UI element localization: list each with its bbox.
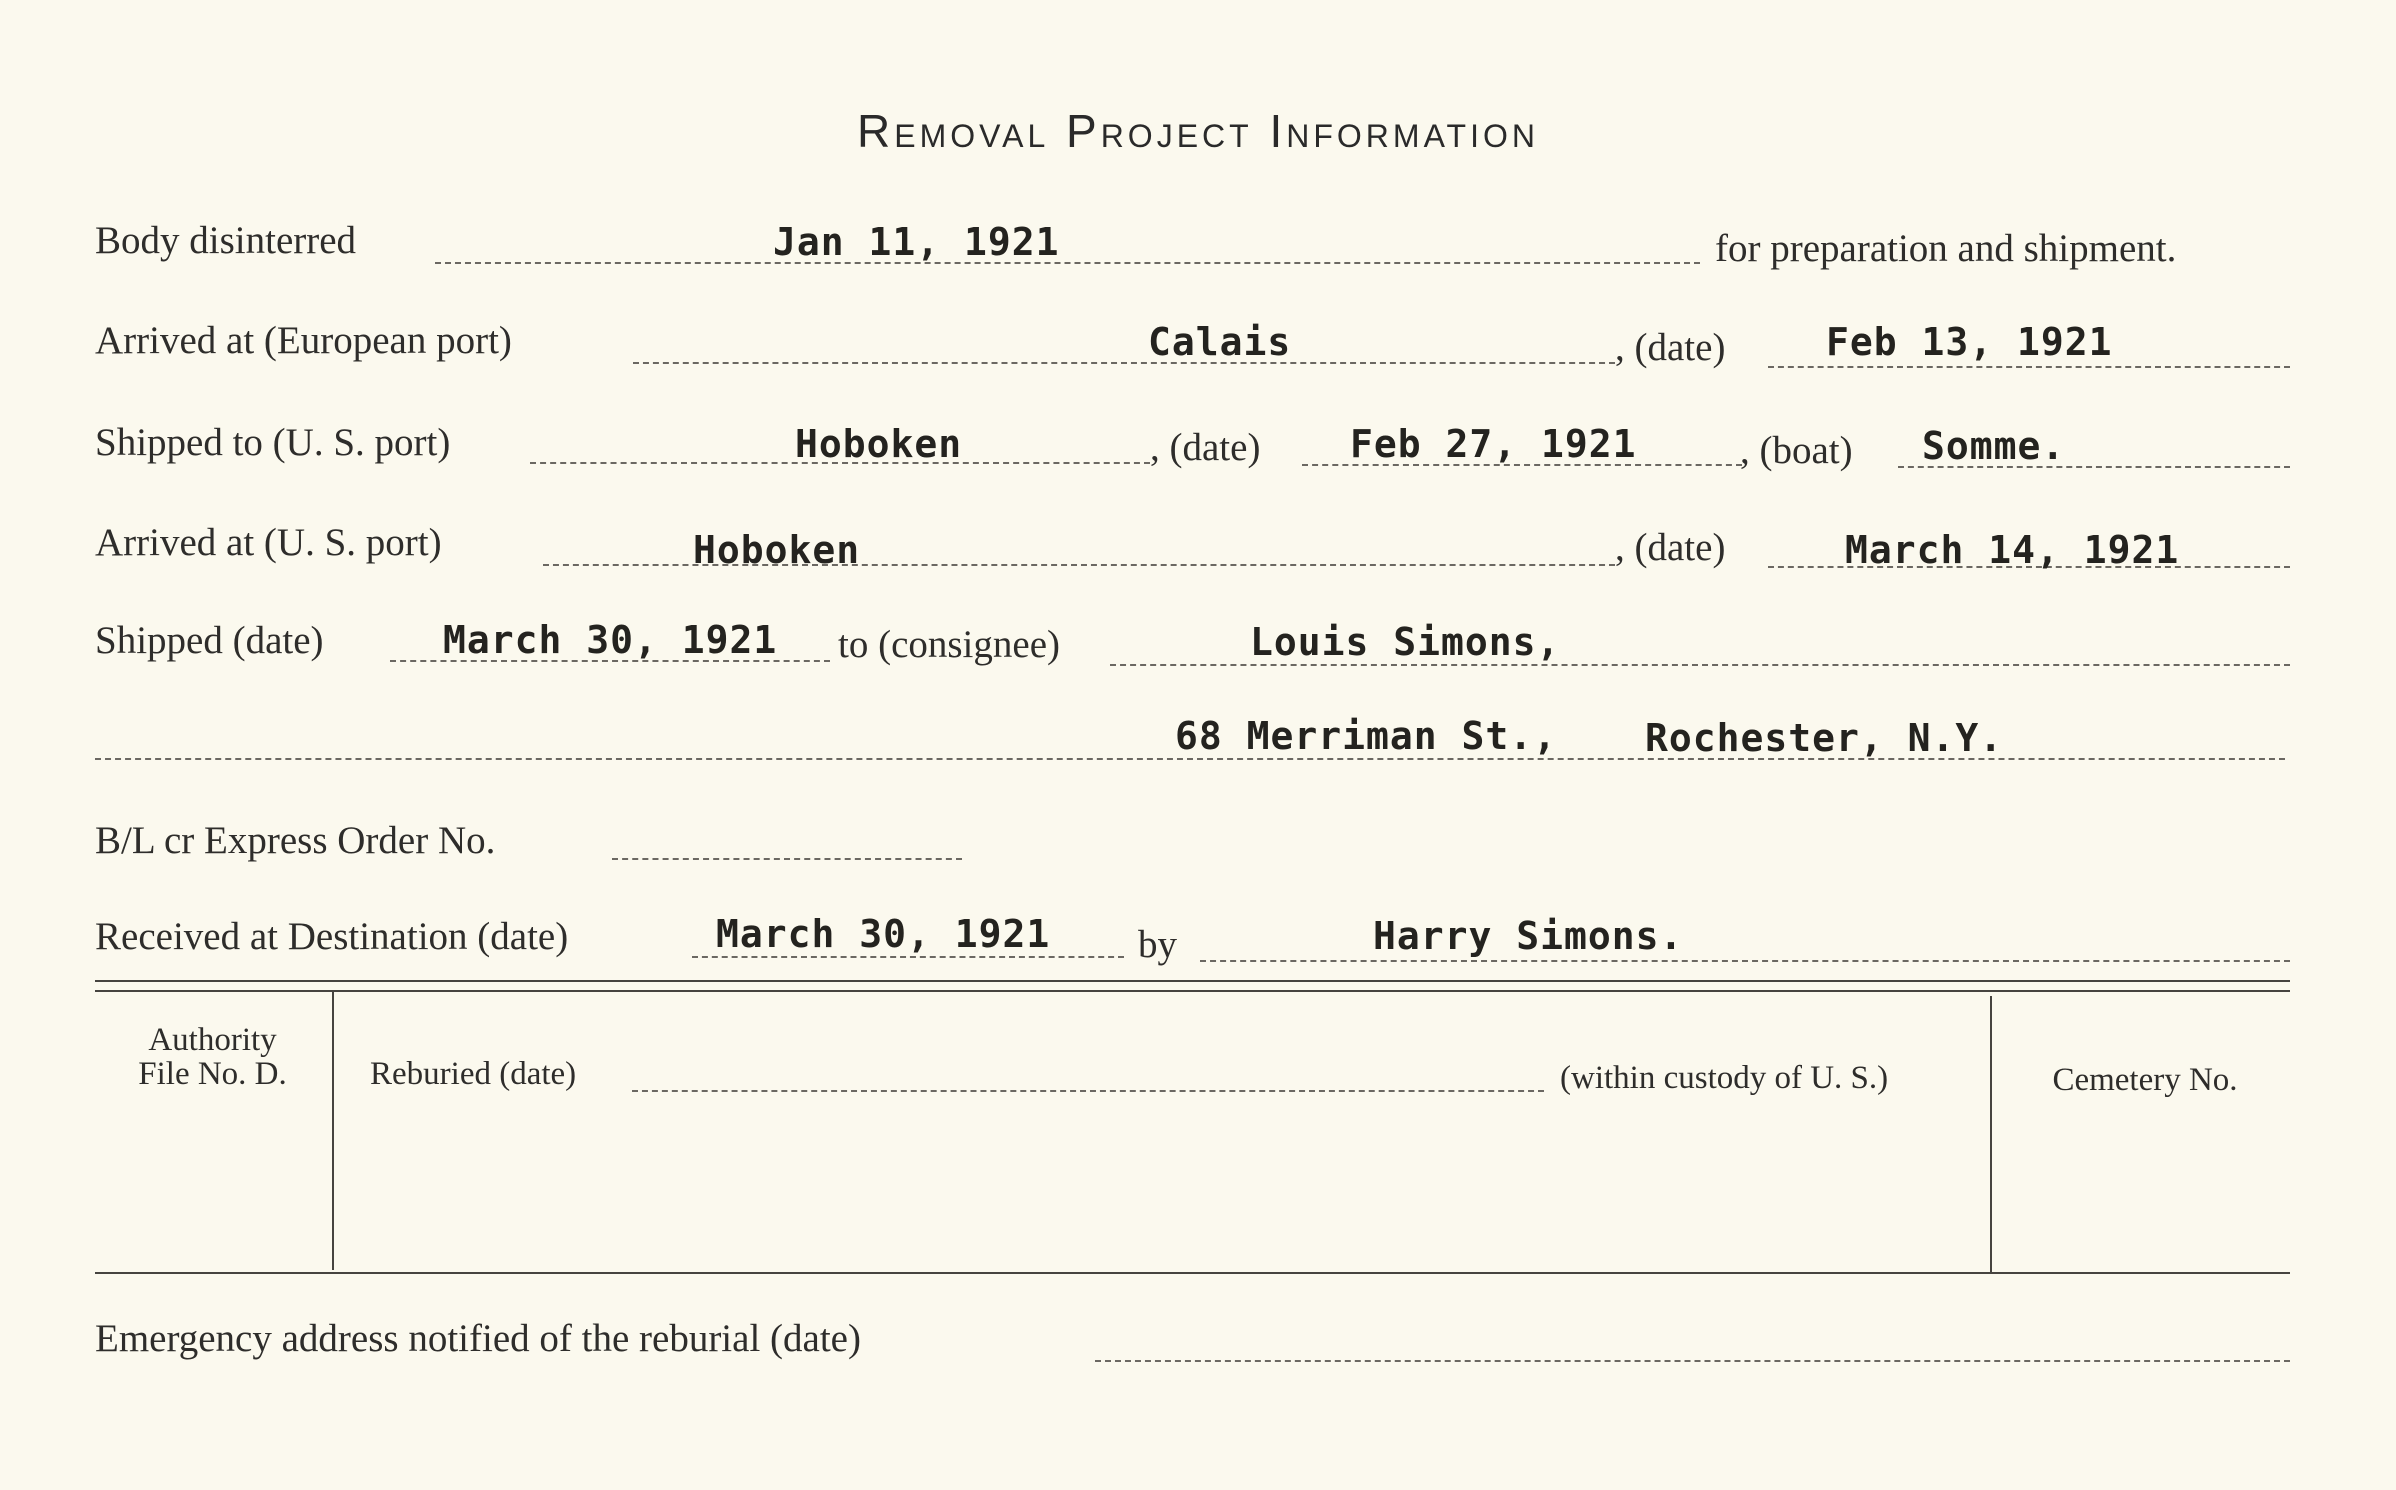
label-boat: , (boat) xyxy=(1740,429,1853,472)
fill-line-consignee xyxy=(1110,664,2290,666)
value-address-street: 68 Merriman St., xyxy=(1175,714,1558,758)
value-consignee-date: March 30, 1921 xyxy=(443,618,778,662)
label-received-by: by xyxy=(1138,923,1177,966)
value-european-date: Feb 13, 1921 xyxy=(1826,320,2113,364)
value-boat: Somme. xyxy=(1922,424,2066,468)
label-emergency-address: Emergency address notified of the reburial (date) xyxy=(95,1317,861,1360)
value-arrived-us-port: Hoboken xyxy=(693,528,861,572)
label-reburied-date: Reburied (date) xyxy=(370,1056,577,1092)
label-consignee: to (consignee) xyxy=(838,623,1061,666)
box-divider-right xyxy=(1990,996,1992,1274)
fill-line-reburied-date xyxy=(632,1090,1544,1092)
box-top-rule-inner xyxy=(95,990,2290,992)
label-shipped-date: , (date) xyxy=(1150,426,1261,469)
box-divider-left xyxy=(332,992,334,1270)
value-consignee: Louis Simons, xyxy=(1250,620,1561,664)
value-received-date: March 30, 1921 xyxy=(716,912,1051,956)
label-shipped-consignee-date: Shipped (date) xyxy=(95,619,324,662)
label-european-date: , (date) xyxy=(1615,326,1726,369)
label-shipped-us-port: Shipped to (U. S. port) xyxy=(95,421,451,464)
card-title: Removal Project Information xyxy=(857,105,1539,157)
label-body-disinterred: Body disinterred xyxy=(95,219,357,262)
fill-line-received-date xyxy=(692,956,1124,958)
label-express-order-no: B/L cr Express Order No. xyxy=(95,819,496,862)
label-cemetery-no: Cemetery No. xyxy=(2052,1062,2238,1098)
label-arrived-european-port: Arrived at (European port) xyxy=(95,319,512,362)
value-address-city: Rochester, N.Y. xyxy=(1645,716,2004,760)
value-received-by: Harry Simons. xyxy=(1373,914,1684,958)
fill-line-disinterred xyxy=(435,262,1700,264)
label-arrived-us-date: , (date) xyxy=(1615,526,1726,569)
fill-line-emergency-date xyxy=(1095,1360,2290,1362)
value-arrived-us-date: March 14, 1921 xyxy=(1845,528,2180,572)
label-arrived-us-port: Arrived at (U. S. port) xyxy=(95,521,442,564)
box-top-rule xyxy=(95,980,2290,982)
fill-line-order-no xyxy=(612,858,962,860)
value-shipped-date: Feb 27, 1921 xyxy=(1350,422,1637,466)
fill-line-received-by xyxy=(1200,960,2290,962)
label-file-no: File No. D. xyxy=(138,1056,287,1092)
value-disinterred-date: Jan 11, 1921 xyxy=(773,220,1060,264)
label-preparation-shipment: for preparation and shipment. xyxy=(1715,227,2177,270)
value-us-port: Hoboken xyxy=(795,422,963,466)
fill-line-european-port xyxy=(633,362,1615,364)
label-authority: Authority xyxy=(148,1022,277,1058)
value-european-port: Calais xyxy=(1148,320,1292,364)
label-custody: (within custody of U. S.) xyxy=(1560,1060,1889,1096)
box-bottom-rule xyxy=(95,1272,2290,1274)
label-received-destination: Received at Destination (date) xyxy=(95,915,569,958)
fill-line-european-date xyxy=(1768,366,2290,368)
